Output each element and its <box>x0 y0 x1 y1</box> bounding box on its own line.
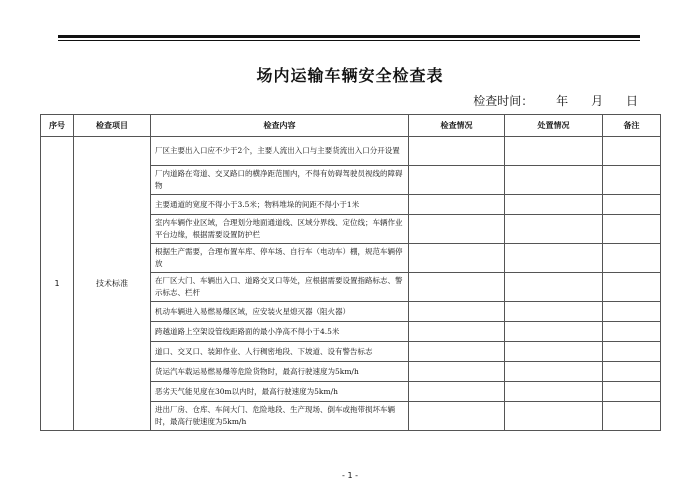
disposal-cell[interactable] <box>505 166 603 195</box>
check-status-cell[interactable] <box>409 342 505 362</box>
disposal-cell[interactable] <box>505 322 603 342</box>
content-cell: 室内车辆作业区域，合理划分地面通道线、区域分界线、定位线；车辆作业平台边缘，根据需要设置防护栏 <box>151 215 409 244</box>
table-row <box>41 137 661 166</box>
disposal-cell[interactable] <box>505 362 603 382</box>
header-content: 检查内容 <box>151 115 409 137</box>
date-day: 日 <box>625 94 638 108</box>
content-cell: 恶劣天气能见度在30m以内时，最高行驶速度为5km/h <box>151 382 409 402</box>
check-status-cell[interactable] <box>409 166 505 195</box>
document-title: 场内运输车辆安全检查表 <box>256 66 444 85</box>
inspection-table <box>40 114 661 431</box>
table-header-row <box>41 115 661 137</box>
remarks-cell[interactable] <box>603 362 661 382</box>
disposal-cell[interactable] <box>505 302 603 322</box>
disposal-cell[interactable] <box>505 273 603 302</box>
disposal-cell[interactable] <box>505 244 603 273</box>
content-cell: 厂内道路在弯道、交叉路口的横净距范围内，不得有妨碍驾驶员视线的障碍物 <box>151 166 409 195</box>
check-status-cell[interactable] <box>409 302 505 322</box>
remarks-cell[interactable] <box>603 302 661 322</box>
date-month: 月 <box>591 94 604 108</box>
remarks-cell[interactable] <box>603 166 661 195</box>
top-rule-thick <box>58 35 640 38</box>
item-cell: 技术标准 <box>74 137 151 431</box>
header-check-status: 检查情况 <box>409 115 505 137</box>
check-status-cell[interactable] <box>409 402 505 431</box>
content-cell: 机动车辆进入易燃易爆区域，应安装火星熄灭器（阻火器） <box>151 302 409 322</box>
check-status-cell[interactable] <box>409 195 505 215</box>
remarks-cell[interactable] <box>603 402 661 431</box>
remarks-cell[interactable] <box>603 273 661 302</box>
disposal-cell[interactable] <box>505 137 603 166</box>
header-seq: 序号 <box>41 115 74 137</box>
top-rule-thin <box>58 40 640 41</box>
header-disposal: 处置情况 <box>505 115 603 137</box>
content-cell: 根据生产需要，合理布置车库、停车场、自行车（电动车）棚，规范车辆停放 <box>151 244 409 273</box>
content-cell: 在厂区大门、车辆出入口、道路交叉口等处，应根据需要设置指路标志、警示标志、栏杆 <box>151 273 409 302</box>
check-status-cell[interactable] <box>409 273 505 302</box>
remarks-cell[interactable] <box>603 244 661 273</box>
remarks-cell[interactable] <box>603 342 661 362</box>
seq-cell: 1 <box>41 137 74 431</box>
remarks-cell[interactable] <box>603 382 661 402</box>
remarks-cell[interactable] <box>603 137 661 166</box>
page-number: - 1 - <box>342 471 358 480</box>
remarks-cell[interactable] <box>603 215 661 244</box>
content-cell: 进出厂房、仓库、车间大门、危险地段、生产现场、倒车或拖带损坏车辆时，最高行驶速度为5km/h <box>151 402 409 431</box>
content-cell: 货运汽车载运易燃易爆等危险货物时，最高行驶速度为5km/h <box>151 362 409 382</box>
header-item: 检查项目 <box>74 115 151 137</box>
check-status-cell[interactable] <box>409 362 505 382</box>
check-status-cell[interactable] <box>409 382 505 402</box>
content-cell: 主要通道的宽度不得小于3.5米；物料堆垛的间距不得小于1米 <box>151 195 409 215</box>
content-cell: 道口、交叉口、装卸作业、人行稠密地段、下坡道、设有警告标志 <box>151 342 409 362</box>
remarks-cell[interactable] <box>603 195 661 215</box>
disposal-cell[interactable] <box>505 402 603 431</box>
content-cell: 跨越道路上空架设管线距路面的最小净高不得小于4.5米 <box>151 322 409 342</box>
content-cell: 厂区主要出入口应不少于2个，主要人流出入口与主要货流出入口分开设置 <box>151 137 409 166</box>
check-status-cell[interactable] <box>409 137 505 166</box>
remarks-cell[interactable] <box>603 322 661 342</box>
disposal-cell[interactable] <box>505 195 603 215</box>
date-year: 年 <box>556 94 569 108</box>
disposal-cell[interactable] <box>505 382 603 402</box>
disposal-cell[interactable] <box>505 215 603 244</box>
inspection-date-row <box>473 92 638 109</box>
date-label: 检查时间： <box>473 94 534 108</box>
disposal-cell[interactable] <box>505 342 603 362</box>
check-status-cell[interactable] <box>409 322 505 342</box>
check-status-cell[interactable] <box>409 244 505 273</box>
header-remarks: 备注 <box>603 115 661 137</box>
check-status-cell[interactable] <box>409 215 505 244</box>
